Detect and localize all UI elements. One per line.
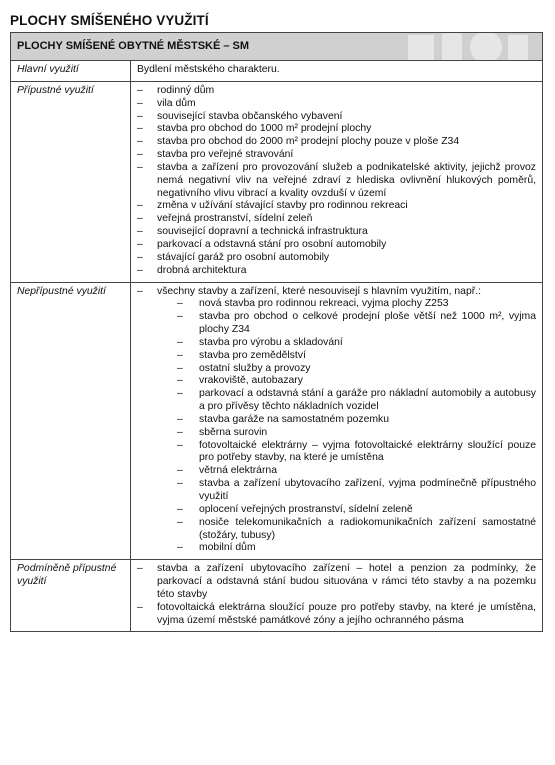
list-item: – fotovoltaická elektrárna sloužící pouze pro potřeby stavby, na které je umístěna, vyjma území městské památkové zóny a jejího ochranného pásma	[137, 602, 536, 628]
row-label-pripustne: Přípustné využití	[11, 81, 131, 282]
list-item: – stavba pro obchod do 2000 m² prodejní plochy pouze v ploše Z34	[137, 136, 536, 149]
row-pripustne	[11, 81, 543, 282]
row-value-hlavni: Bydlení městského charakteru.	[131, 61, 543, 82]
list-item: – stavba pro veřejné stravování	[137, 149, 536, 162]
list-item: – mobilní dům	[177, 542, 536, 555]
row-label-hlavni: Hlavní využití	[11, 61, 131, 82]
section-header-text: PLOCHY SMÍŠENÉ OBYTNÉ MĚSTSKÉ – SM	[17, 40, 250, 53]
row-hlavni	[11, 61, 543, 82]
page-title: PLOCHY SMÍŠENÉHO VYUŽITÍ	[10, 13, 209, 28]
row-value-nepripustne	[131, 282, 543, 560]
list-item: – související dopravní a technická infrastruktura	[137, 226, 536, 239]
list-item: – nosiče telekomunikačních a radiokomunikačních zařízení samostatné (stožáry, tubusy)	[177, 517, 536, 543]
list-item: – související stavba občanského vybavení	[137, 111, 536, 124]
row-label-nepripustne: Nepřípustné využití	[11, 282, 131, 560]
list-item: – stavba pro výrobu a skladování	[177, 337, 536, 350]
row-value-pripustne	[131, 81, 543, 282]
list-item: – ostatní služby a provozy	[177, 363, 536, 376]
list-item: – parkovací a odstavná stání pro osobní automobily	[137, 239, 536, 252]
list-item: – stavba a zařízení ubytovacího zařízení – hotel a penzion za podmínky, že parkovací a odstavná stání budou situována v rámci této stavby a na pozemku této stavby	[137, 563, 536, 602]
row-podminene	[11, 560, 543, 632]
list-item: – stavba a zařízení ubytovacího zařízení, vyjma podmínečně přípustného využití	[177, 478, 536, 504]
list-item: – nová stavba pro rodinnou rekreaci, vyjma plochy Z253	[177, 298, 536, 311]
list-item: – sběrna surovin	[177, 427, 536, 440]
watermark-logo	[408, 33, 528, 61]
nepripustne-sublist	[157, 298, 536, 555]
nepripustne-intro: všechny stavby a zařízení, které nesouvisejí s hlavním využitím, např.:	[157, 285, 481, 297]
list-item: – vrakoviště, autobazary	[177, 375, 536, 388]
nepripustne-list	[137, 286, 536, 556]
podminene-list	[137, 563, 536, 627]
list-item: – stavba pro obchod o celkové prodejní ploše větší než 1000 m², vyjma plochy Z34	[177, 311, 536, 337]
regulation-table	[10, 32, 543, 632]
list-item: – fotovoltaické elektrárny – vyjma fotovoltaické elektrárny sloužící pouze pro potřeby stavby, na které je umístěna	[177, 440, 536, 466]
section-header	[11, 33, 543, 61]
list-item: – stavba garáže na samostatném pozemku	[177, 414, 536, 427]
row-label-podminene: Podmíněně přípustné využití	[11, 560, 131, 632]
list-item: – stavba pro obchod do 1000 m² prodejní plochy	[137, 123, 536, 136]
list-item: – vila dům	[137, 98, 536, 111]
row-nepripustne	[11, 282, 543, 560]
list-item: – změna v užívání stávající stavby pro rodinnou rekreaci	[137, 200, 536, 213]
list-item: – oplocení veřejných prostranství, sídelní zeleně	[177, 504, 536, 517]
list-item: – větrná elektrárna	[177, 465, 536, 478]
list-item: – stávající garáž pro osobní automobily	[137, 252, 536, 265]
list-item	[137, 286, 536, 556]
list-item: – rodinný dům	[137, 85, 536, 98]
pripustne-list	[137, 85, 536, 278]
list-item: – stavba a zařízení pro provozování služeb a podnikatelské aktivity, jejichž provoz nemá negativní vliv na veřejné zdraví z hlediska ovlivnění hlukových poměrů, negativního vlivu vibrací a kvality ovzduší v území	[137, 162, 536, 201]
row-value-podminene	[131, 560, 543, 632]
list-item: – drobná architektura	[137, 265, 536, 278]
list-item: – veřejná prostranství, sídelní zeleň	[137, 213, 536, 226]
list-item: – parkovací a odstavná stání a garáže pro nákladní automobily a autobusy a pro přívěsy těchto nákladních vozidel	[177, 388, 536, 414]
section-header-row	[11, 33, 543, 61]
list-item: – stavba pro zemědělství	[177, 350, 536, 363]
